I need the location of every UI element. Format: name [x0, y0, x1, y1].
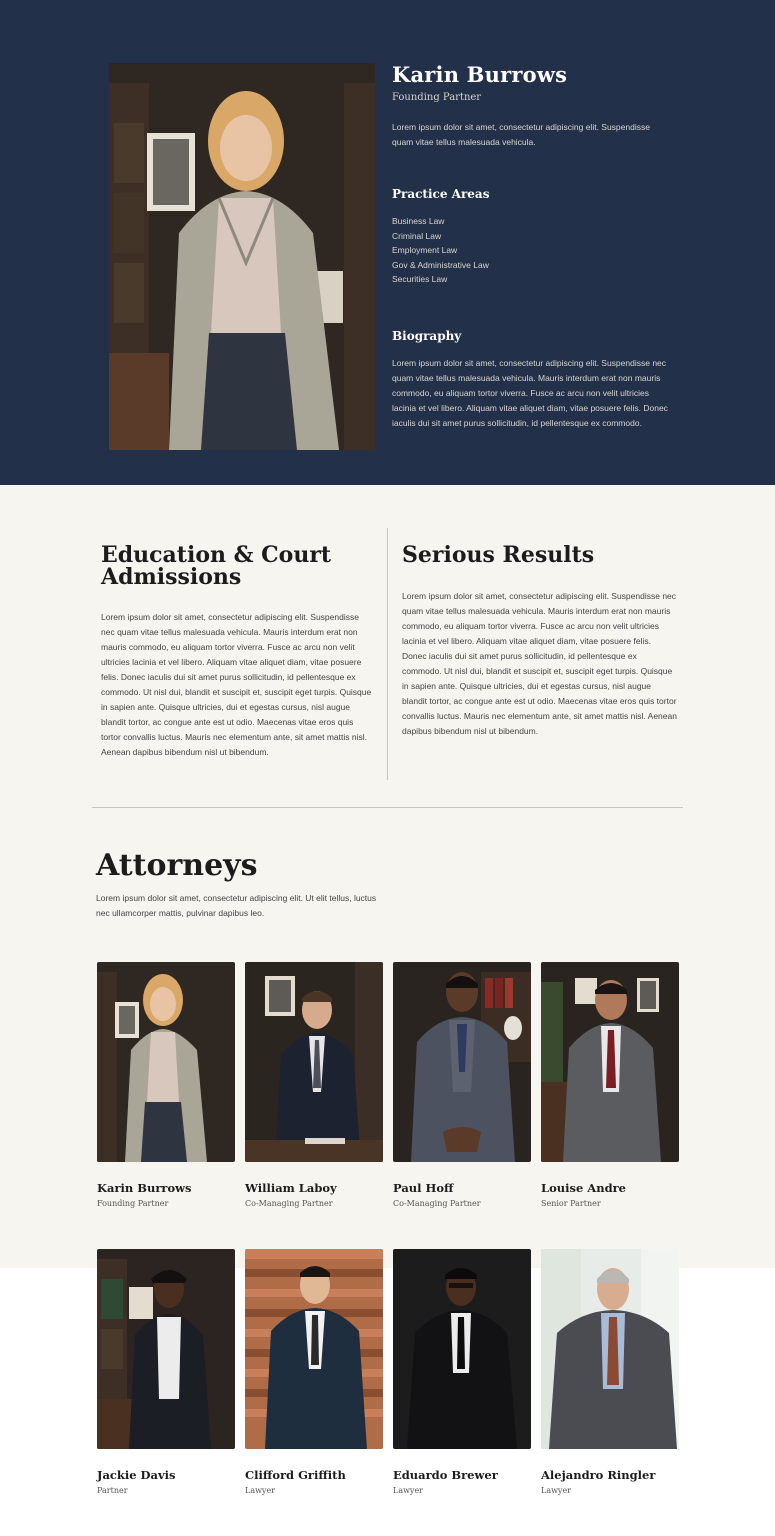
attorney-card[interactable]	[245, 1249, 383, 1495]
featured-attorney-photo	[109, 63, 375, 450]
attorney-role: Senior Partner	[541, 1199, 601, 1208]
attorney-name[interactable]: Jackie Davis	[97, 1468, 176, 1482]
practice-areas-list	[392, 214, 489, 287]
attorney-name[interactable]: Louise Andre	[541, 1181, 626, 1195]
attorney-role: Co-Managing Partner	[393, 1199, 481, 1208]
biography-heading: Biography	[392, 329, 462, 343]
attorney-card[interactable]	[245, 962, 383, 1208]
attorney-photo[interactable]	[97, 1249, 235, 1449]
attorney-role: Lawyer	[541, 1486, 572, 1495]
section-divider	[92, 807, 683, 808]
attorney-photo[interactable]	[393, 1249, 531, 1449]
column-divider	[387, 528, 388, 780]
biography-text: Lorem ipsum dolor sit amet, consectetur adipiscing elit. Suspendisse nec quam vitae tellus malesuada vehicula. Mauris interdum erat non mauris commodo, eu aliquam tortor viverra. Fusce ac arcu non velit ultricies lacinia et vel libero. Aliquam vitae aliquet diam, vitae posuere felis. Donec iaculis dui sit amet purus sollicitudin, id pellentesque ex commodo.	[392, 358, 668, 428]
education-heading: Education & Court Admissions	[101, 542, 332, 590]
attorney-photo[interactable]	[541, 962, 679, 1162]
attorney-photo[interactable]	[245, 962, 383, 1162]
featured-attorney-section	[0, 0, 775, 485]
featured-attorney-intro: Lorem ipsum dolor sit amet, consectetur adipiscing elit. Suspendisse quam vitae tellus malesuada vehicula.	[392, 122, 650, 147]
practice-areas-heading: Practice Areas	[392, 187, 490, 201]
attorney-card[interactable]	[393, 1249, 531, 1495]
attorney-photo[interactable]	[541, 1249, 679, 1449]
featured-attorney-role: Founding Partner	[392, 92, 482, 103]
attorney-name[interactable]: Eduardo Brewer	[393, 1468, 498, 1482]
results-text: Lorem ipsum dolor sit amet, consectetur adipiscing elit. Suspendisse nec quam vitae tellus malesuada vehicula. Mauris interdum erat non mauris commodo, eu aliquam tortor viverra. Fusce ac arcu non velit ultricies lacinia et vel libero. Aliquam vitae aliquet diam, vitae posuere felis. Donec iaculis dui sit amet purus sollicitudin, id pellentesque ex commodo. Ut nisl dui, blandit et suscipit et, suscipit eget turpis. Quisque in sapien ante. Quisque ultricies, dui et egestas cursus, nisl augue blandit tortor, ac congue ante est ut odio. Maecenas vitae eros quis tortor convallis luctus. Mauris nec elementum ante, sit amet mattis nisl. Aenean dapibus bibendum nisl ut bibendum.	[402, 591, 677, 736]
attorney-photo[interactable]	[245, 1249, 383, 1449]
attorney-card[interactable]	[541, 1249, 679, 1495]
featured-attorney-name: Karin Burrows	[392, 62, 568, 87]
attorney-role: Co-Managing Partner	[245, 1199, 333, 1208]
attorney-photo[interactable]	[97, 962, 235, 1162]
attorney-role: Lawyer	[393, 1486, 424, 1495]
attorney-card[interactable]	[97, 962, 235, 1208]
attorney-name[interactable]: Clifford Griffith	[245, 1468, 346, 1482]
education-text: Lorem ipsum dolor sit amet, consectetur adipiscing elit. Suspendisse nec quam vitae tellus malesuada vehicula. Mauris interdum erat non mauris commodo, eu aliquam tortor viverra. Fusce ac arcu non velit ultricies lacinia et vel libero. Aliquam vitae aliquet diam, vitae posuere felis. Donec iaculis dui sit amet purus sollicitudin, id pellentesque ex commodo. Ut nisl dui, blandit et suscipit et, suscipit eget turpis. Quisque in sapien ante. Quisque ultricies, dui et egestas cursus, nisl augue blandit tortor, ac congue ante est ut odio. Maecenas vitae eros quis tortor convallis luctus. Mauris nec elementum ante, sit amet mattis nisl. Aenean dapibus bibendum nisl ut bibendum.	[101, 612, 372, 757]
attorney-name[interactable]: Paul Hoff	[393, 1181, 454, 1195]
practice-area-item: Securities Law	[392, 274, 448, 284]
attorney-role: Founding Partner	[97, 1199, 169, 1208]
attorneys-heading: Attorneys	[96, 848, 258, 883]
attorney-card[interactable]	[97, 1249, 235, 1495]
practice-area-item: Gov & Administrative Law	[392, 259, 489, 270]
results-heading: Serious Results	[402, 542, 595, 568]
attorney-role: Lawyer	[245, 1486, 276, 1495]
attorney-card[interactable]	[393, 962, 531, 1208]
featured-attorney-info	[392, 62, 677, 428]
practice-area-item: Business Law	[392, 216, 445, 226]
attorney-card[interactable]	[541, 962, 679, 1208]
attorney-role: Partner	[97, 1486, 128, 1495]
attorney-name[interactable]: Alejandro Ringler	[541, 1468, 656, 1482]
results-column	[402, 544, 677, 739]
attorneys-intro: Lorem ipsum dolor sit amet, consectetur adipiscing elit. Ut elit tellus, luctus nec ullamcorper mattis, pulvinar dapibus leo.	[96, 893, 377, 918]
attorney-photo[interactable]	[393, 962, 531, 1162]
education-column	[101, 544, 373, 760]
attorney-name[interactable]: Karin Burrows	[97, 1181, 192, 1195]
attorney-name[interactable]: William Laboy	[245, 1181, 337, 1195]
practice-area-item: Employment Law	[392, 245, 458, 255]
practice-area-item: Criminal Law	[392, 230, 442, 241]
